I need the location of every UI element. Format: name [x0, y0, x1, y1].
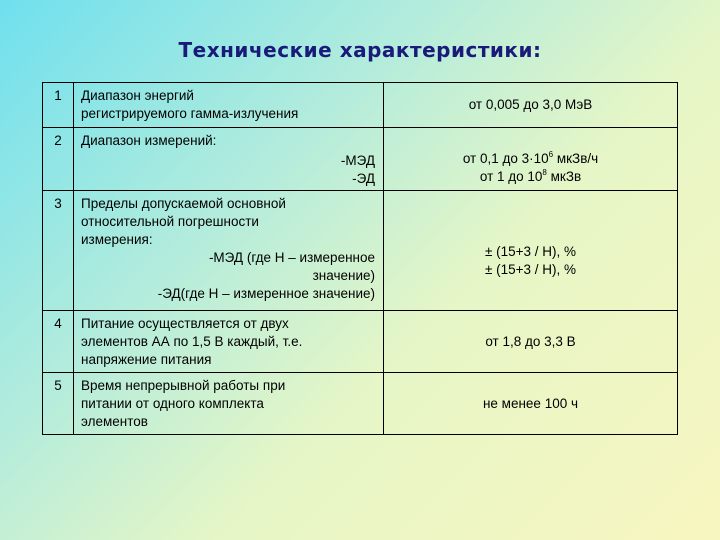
value-line: ± (15+3 / Н), %	[484, 261, 577, 277]
description-line: Время непрерывной работы при	[81, 378, 286, 393]
row-number: 4	[43, 311, 74, 373]
description-line: -ЭД	[352, 171, 375, 186]
table-row	[43, 191, 678, 311]
row-description	[74, 83, 384, 128]
description-line: Пределы допускаемой основной	[81, 196, 286, 211]
row-value	[384, 191, 678, 311]
table-row	[43, 373, 678, 435]
table-row	[43, 311, 678, 373]
row-number: 5	[43, 373, 74, 435]
value-line: от 1 до $10^8$ мкЗв	[479, 167, 582, 184]
description-line: элементов АА по 1,5 В каждый, т.е.	[81, 334, 303, 349]
description-line: Диапазон измерений:	[81, 133, 217, 148]
description-line: Диапазон энергий	[81, 88, 194, 103]
row-value	[384, 128, 678, 191]
value-line: от 0,1 до $3\cdot 10^6$ мкЗв/ч	[462, 149, 599, 166]
row-number: 1	[43, 83, 74, 128]
description-line: регистрируемого гамма-излучения	[81, 106, 299, 121]
row-value: от 0,005 до 3,0 МэВ	[384, 83, 678, 128]
description-line: измерения:	[81, 232, 153, 247]
table-row	[43, 128, 678, 191]
description-line: -МЭД	[340, 153, 375, 168]
row-description	[74, 311, 384, 373]
row-value: не менее 100 ч	[384, 373, 678, 435]
description-line: элементов	[81, 414, 148, 429]
row-number: 3	[43, 191, 74, 311]
description-line: значение)	[312, 268, 375, 283]
description-line: питании от одного комплекта	[81, 396, 264, 411]
description-line: -ЭД(где Н – измеренное значение)	[157, 286, 375, 301]
description-line: напряжение питания	[81, 352, 212, 367]
value-line: ± (15+3 / Н), %	[484, 243, 577, 259]
row-description	[74, 191, 384, 311]
row-number: 2	[43, 128, 74, 191]
description-line: -МЭД (где Н – измеренное	[208, 250, 375, 265]
row-description	[74, 128, 384, 191]
description-line: относительной погрешности	[81, 214, 259, 229]
specifications-table	[42, 82, 678, 435]
slide-title: Технические характеристики:	[178, 38, 542, 62]
table-row	[43, 83, 678, 128]
description-line: Питание осуществляется от двух	[81, 316, 289, 331]
row-description	[74, 373, 384, 435]
row-value: от 1,8 до 3,3 В	[384, 311, 678, 373]
